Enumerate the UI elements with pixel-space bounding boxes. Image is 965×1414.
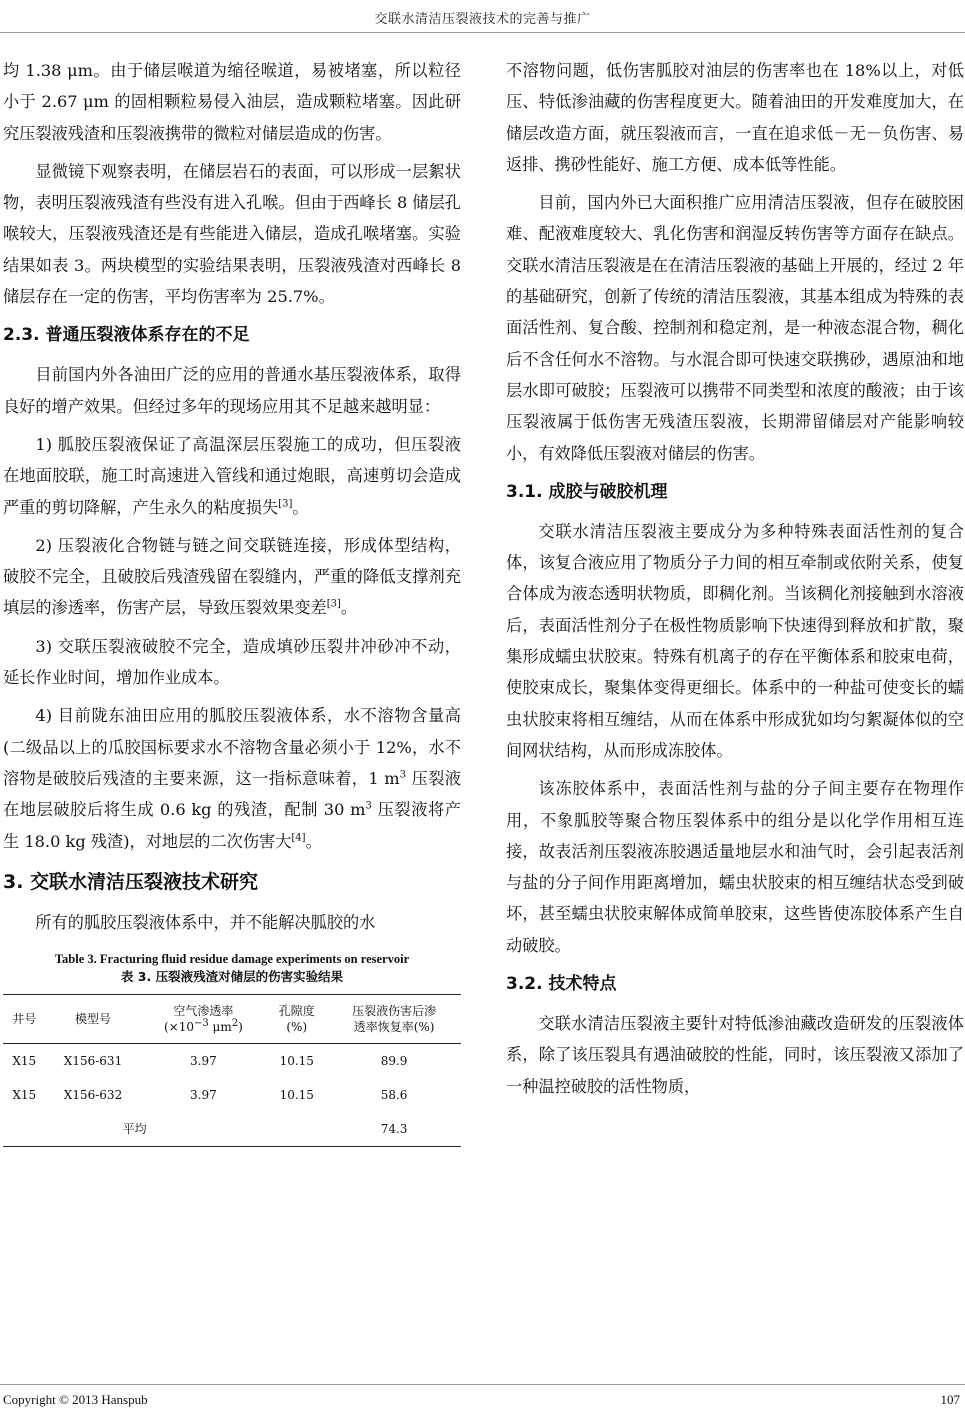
paragraph: 显微镜下观察表明，在储层岩石的表面，可以形成一层絮状物，表明压裂液残渣有些没有进入孔喉。但由于西峰长 8 储层孔喉较大，压裂液残渣还是有些能进入储层，造成孔喉堵塞。实验结果如表 3。两块模型的实验结果表明，压裂液残渣对西峰长 8 储层存在一定的伤害，平均伤害率为 25.7%。	[3, 161, 461, 307]
cell-model: X156-631	[63, 1054, 123, 1069]
cell-permeability: 3.97	[190, 1088, 217, 1103]
paragraph: 目前国内外各油田广泛的应用的普通水基压裂液体系，取得良好的增产效果。但经过多年的现场应用其不足越来越明显：	[3, 365, 461, 416]
paragraph: 目前，国内外已大面积推广应用清洁压裂液，但存在破胶困难、配液难度较大、乳化伤害和润湿反转伤害等方面存在缺点。交联水清洁压裂液是在在清洁压裂液的基础上开展的，经过 2 年的基础研究，创新了传统的清洁压裂液，其基本组成为特殊的表面活性剂、复合酸、控制剂和稳定剂，是一种液态混合物，稠化后不含任何水不溶物。与水混合即可快速交联携砂，遇原油和地层水即可破胶；压裂液可以携带不同类型和浓度的酸液；由于该压裂液属于低伤害无残渣压裂液，长期滞留储层对产能影响较小，有效降低压裂液对储层的伤害。	[506, 193, 964, 463]
cell-recovery: 89.9	[380, 1054, 408, 1069]
cell-average-label: 平均	[3, 1112, 266, 1147]
paragraph: 交联水清洁压裂液主要成分为多种特殊表面活性剂的复合体，该复合液应用了物质分子力间的相互牵制或依附关系，使复合体成为液态透明状物质，即稠化剂。当该稠化剂接触到水溶液后，表面活性剂分子在极性物质影响下快速得到释放和扩散，聚集形成蠕虫状胶束。特殊有机离子的存在平衡体系和胶束电荷，使胶束成长，聚集体变得更细长。体系中的一种盐可使变长的蠕虫状胶束将相互缠结，从而在体系中形成犹如均匀絮凝体似的空间网状结构，从而形成冻胶体。	[506, 521, 964, 760]
text: μm	[208, 1020, 232, 1035]
text: 孔隙度	[278, 1004, 315, 1019]
table-caption-cn: 表 3. 压裂液残渣对储层的伤害实验结果	[120, 969, 344, 985]
col-header-porosity	[266, 995, 327, 1044]
right-column	[506, 55, 964, 1109]
text: 透率恢复率(%)	[353, 1020, 435, 1035]
header-rule	[0, 32, 965, 33]
table-row	[3, 1078, 461, 1112]
list-paragraph-2	[3, 530, 461, 624]
text: 空气渗透率	[173, 1004, 234, 1019]
citation-ref[interactable]: [3]	[326, 599, 341, 611]
paragraph: 不溶物问题，低伤害胍胶对油层的伤害率也在 18%以上，对低压、特低渗油藏的伤害程度更大。随着油田的开发难度加大，在储层改造方面，就压裂液而言，一直在追求低－无－负伤害、易返排、携砂性能好、施工方便、成本低等性能。	[506, 61, 964, 174]
superscript: −3	[193, 1018, 209, 1030]
section-heading-3: 3. 交联水清洁压裂液技术研究	[3, 870, 259, 893]
superscript: 3	[365, 800, 372, 812]
text: 2) 压裂液化合物链与链之间交联链连接，形成体型结构，破胶不完全，且破胶后残渣残留在裂缝内，严重的降低支撑剂充填层的渗透率，伤害产层，导致压裂效果变差	[3, 535, 461, 618]
text: 1) 胍胶压裂液保证了高温深层压裂施工的成功，但压裂液在地面胶联，施工时高速进入管线和通过炮眼，高速剪切会造成严重的剪切降解，产生永久的粘度损失	[3, 434, 461, 517]
cell-porosity: 10.15	[279, 1054, 314, 1069]
paragraph: 所有的胍胶压裂液体系中，并不能解决胍胶的水	[35, 912, 376, 932]
col-header-model: 模型号	[46, 995, 141, 1044]
section-heading-3-2: 3.2. 技术特点	[506, 974, 617, 995]
cell-permeability: 3.97	[190, 1054, 217, 1069]
superscript: 2	[231, 1018, 239, 1030]
table-row	[3, 1044, 461, 1079]
results-table	[3, 994, 461, 1147]
text: 压裂液伤害后渗	[352, 1004, 437, 1019]
citation-ref[interactable]: [4]	[291, 832, 306, 844]
footer-rule	[0, 1384, 965, 1385]
table-caption-en: Table 3. Fracturing fluid residue damage experiments on reservoir	[54, 952, 410, 967]
table-header-row	[3, 995, 461, 1044]
cell-well: X15	[12, 1054, 37, 1069]
running-head: 交联水清洁压裂液技术的完善与推广	[374, 12, 591, 27]
paragraph: 该冻胶体系中，表面活性剂与盐的分子间主要存在物理作用，不象胍胶等聚合物压裂体系中的组分是以化学作用相互连接，故表活剂压裂液冻胶遇适量地层水和油气时，会引起表活剂与盐的分子间作用距离增加，蠕虫状胶束的相互缠结状态受到破坏，甚至蠕虫状胶束解体成简单胶束，这些皆使冻胶体系产生自动破胶。	[506, 779, 964, 955]
copyright: Copyright © 2013 Hanspub	[3, 1392, 148, 1407]
cell-average-value: 74.3	[327, 1112, 461, 1147]
text: 压裂液在地层破胶后将生成 0.6 kg 的残渣，配制 30 m	[3, 768, 461, 820]
citation-ref[interactable]: [3]	[278, 498, 293, 510]
list-paragraph-1	[3, 429, 461, 523]
text: 。	[340, 598, 358, 618]
cell-model: X156-632	[63, 1088, 123, 1103]
list-paragraph-4	[3, 700, 461, 856]
text: (×10	[163, 1020, 194, 1035]
text: (%)	[286, 1020, 308, 1035]
section-heading-3-1: 3.1. 成胶与破胶机理	[506, 481, 668, 502]
cell-porosity: 10.15	[279, 1088, 314, 1103]
table-3	[3, 950, 461, 1147]
col-header-permeability	[140, 995, 266, 1044]
paragraph: 交联水清洁压裂液主要针对特低渗油藏改造研发的压裂液体系，除了该压裂具有遇油破胶的性能，同时，该压裂液又添加了一种温控破胶的活性物质，	[506, 1014, 964, 1096]
page-number: 107	[940, 1392, 960, 1407]
cell-well: X15	[12, 1088, 37, 1103]
cell-empty	[266, 1112, 327, 1147]
text: 。	[305, 831, 322, 851]
left-column	[3, 55, 461, 1147]
text: )	[238, 1020, 243, 1035]
col-header-well: 井号	[3, 995, 46, 1044]
list-paragraph-3: 3) 交联压裂液破胶不完全，造成填砂压裂井冲砂冲不动，延长作业时间，增加作业成本。	[3, 636, 461, 688]
table-row-average	[3, 1112, 461, 1147]
cell-recovery: 58.6	[380, 1088, 408, 1103]
text: 压裂液将产生 18.0 kg 残渣)，对地层的二次伤害大	[3, 800, 461, 851]
section-heading-2-3: 2.3. 普通压裂液体系存在的不足	[3, 325, 250, 346]
superscript: 3	[399, 769, 407, 781]
paragraph: 均 1.38 μm。由于储层喉道为缩径喉道，易被堵塞，所以粒径小于 2.67 μm 的固相颗粒易侵入油层，造成颗粒堵塞。因此研究压裂液残渣和压裂液携带的微粒对储层造成的伤害。	[3, 61, 461, 143]
text: 4) 目前陇东油田应用的胍胶压裂液体系，水不溶物含量高(二级品以上的瓜胶国标要求水不溶物含量必须小于 12%，水不溶物是破胶后残渣的主要来源，这一指标意味着，1 m	[3, 706, 461, 788]
text: 。	[292, 497, 309, 517]
col-header-recovery	[327, 995, 461, 1044]
